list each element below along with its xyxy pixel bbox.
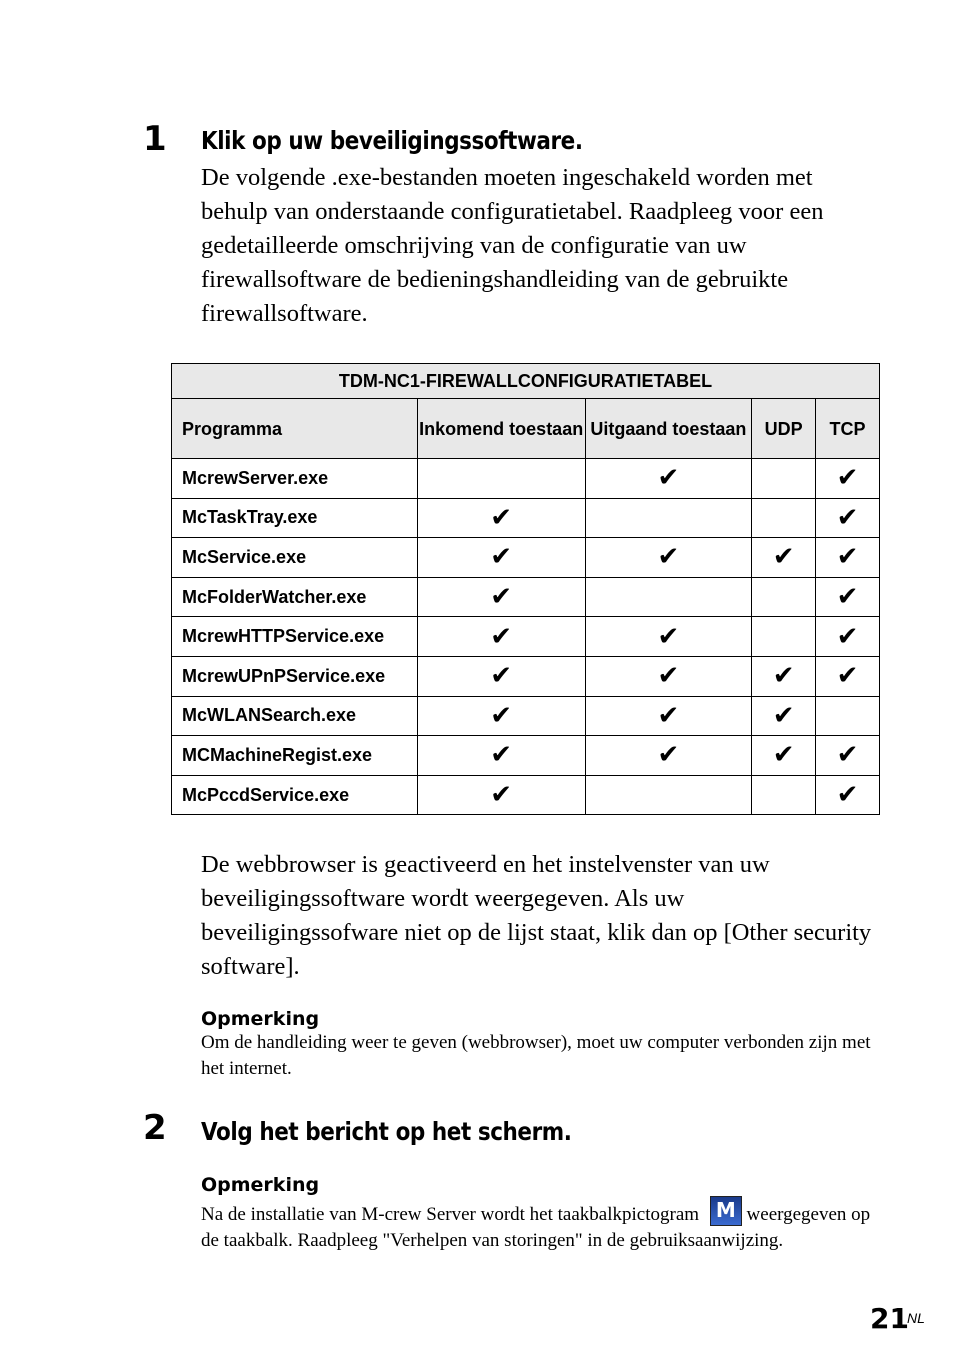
note-2-text (201, 1196, 881, 1254)
note-2-text-after: weergegeven op de taakbalk. Raadpleeg "Verhelpen van storingen" in de gebruiksaanwijzing. (201, 1204, 871, 1251)
tcp-cell: ✔ (816, 617, 880, 657)
udp-cell (752, 577, 816, 617)
table-row (172, 736, 880, 776)
program-name: McrewHTTPService.exe (172, 617, 418, 657)
outbound-cell: ✔ (585, 459, 752, 499)
outbound-cell: ✔ (585, 617, 752, 657)
mcrew-icon-letter: M (715, 1198, 736, 1222)
udp-cell: ✔ (752, 656, 816, 696)
header-outbound: Uitgaand toestaan (585, 399, 752, 459)
step-2-title: Volg het bericht op het scherm. (201, 1117, 572, 1146)
inbound-cell: ✔ (417, 577, 585, 617)
page-language: NL (907, 1310, 925, 1326)
table-row (172, 656, 880, 696)
inbound-cell: ✔ (417, 736, 585, 776)
tcp-cell: ✔ (816, 775, 880, 815)
program-name: McTaskTray.exe (172, 498, 418, 538)
mcrew-taskbar-icon (710, 1196, 742, 1226)
udp-cell (752, 459, 816, 499)
tcp-cell (816, 696, 880, 736)
tcp-cell: ✔ (816, 656, 880, 696)
table-row (172, 775, 880, 815)
program-name: McPccdService.exe (172, 775, 418, 815)
program-name: McFolderWatcher.exe (172, 577, 418, 617)
program-name: McrewUPnPService.exe (172, 656, 418, 696)
udp-cell (752, 775, 816, 815)
outbound-cell (585, 577, 752, 617)
inbound-cell: ✔ (417, 696, 585, 736)
outbound-cell (585, 775, 752, 815)
udp-cell: ✔ (752, 696, 816, 736)
step-1-body: De volgende .exe-bestanden moeten ingeschakeld worden met behulp van onderstaande configuratietabel. Raadpleeg voor een gedetailleerde omschrijving van de configuratie van uw firewallsoftware de bedieningshandleiding van de gebruikte firewallsoftware. (201, 164, 824, 327)
outbound-cell: ✔ (585, 538, 752, 578)
outbound-cell (585, 498, 752, 538)
inbound-cell: ✔ (417, 498, 585, 538)
table-row (172, 696, 880, 736)
step-1-number: 1 (143, 119, 167, 159)
tcp-cell: ✔ (816, 538, 880, 578)
inbound-cell (417, 459, 585, 499)
tcp-cell: ✔ (816, 459, 880, 499)
program-name: McrewServer.exe (172, 459, 418, 499)
note-2-text-before: Na de installatie van M-crew Server wordt het taakbalkpictogram (201, 1204, 700, 1225)
note-1-label: Opmerking (201, 1008, 320, 1030)
page-number: 21 (870, 1302, 909, 1335)
header-udp: UDP (752, 399, 816, 459)
tcp-cell: ✔ (816, 498, 880, 538)
note-2-label: Opmerking (201, 1174, 320, 1196)
tcp-cell: ✔ (816, 736, 880, 776)
after-table-text: De webbrowser is geactiveerd en het instelvenster van uw beveiligingssoftware wordt weergegeven. Als uw beveiligingssofware niet op de lijst staat, klik dan op [Other security software]. (201, 851, 872, 980)
step-1-title: Klik op uw beveiligingssoftware. (201, 126, 583, 155)
table-row (172, 617, 880, 657)
header-inbound: Inkomend toestaan (417, 399, 585, 459)
outbound-cell: ✔ (585, 736, 752, 776)
udp-cell: ✔ (752, 736, 816, 776)
program-name: MCMachineRegist.exe (172, 736, 418, 776)
inbound-cell: ✔ (417, 617, 585, 657)
udp-cell (752, 617, 816, 657)
outbound-cell: ✔ (585, 696, 752, 736)
program-name: McWLANSearch.exe (172, 696, 418, 736)
table-row (172, 498, 880, 538)
step-2-number: 2 (143, 1108, 167, 1148)
table-row (172, 577, 880, 617)
program-name: McService.exe (172, 538, 418, 578)
note-1-text: Om de handleiding weer te geven (webbrowser), moet uw computer verbonden zijn met het internet. (201, 1032, 871, 1079)
header-tcp: TCP (816, 399, 880, 459)
outbound-cell: ✔ (585, 656, 752, 696)
inbound-cell: ✔ (417, 656, 585, 696)
inbound-cell: ✔ (417, 538, 585, 578)
inbound-cell: ✔ (417, 775, 585, 815)
table-row (172, 459, 880, 499)
udp-cell (752, 498, 816, 538)
tcp-cell: ✔ (816, 577, 880, 617)
udp-cell: ✔ (752, 538, 816, 578)
table-title: TDM-NC1-FIREWALLCONFIGURATIETABEL (172, 364, 880, 399)
table-row (172, 538, 880, 578)
firewall-config-table (171, 363, 880, 815)
header-program: Programma (172, 399, 418, 459)
